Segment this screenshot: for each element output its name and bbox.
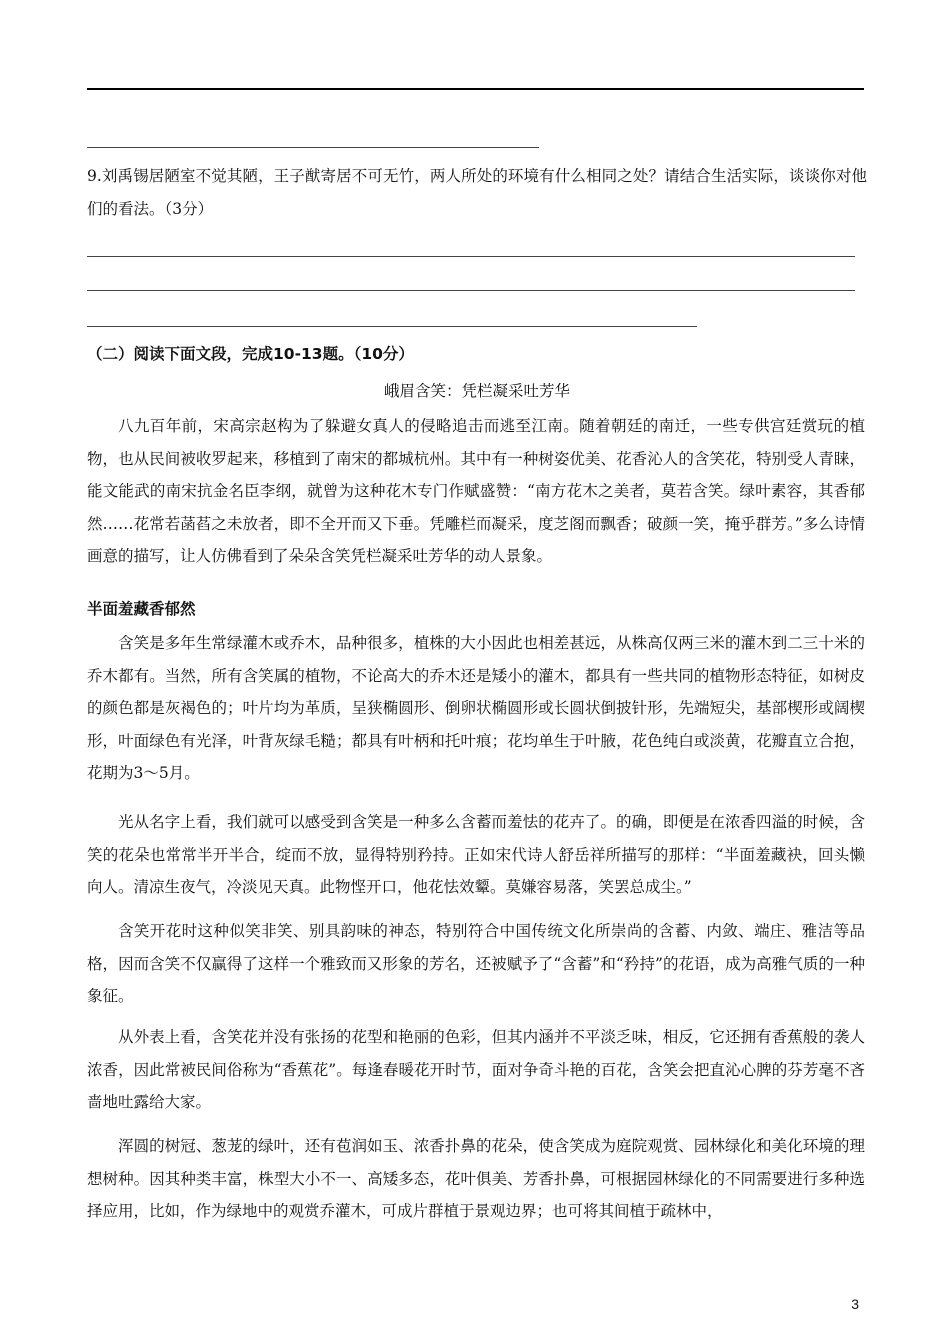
sub-heading: 半面羞藏香郁然 — [87, 600, 196, 618]
answer-line[interactable] — [87, 326, 697, 327]
page-number: 3 — [851, 1296, 859, 1312]
header-rule — [87, 88, 864, 90]
answer-line[interactable] — [87, 256, 855, 257]
answer-line[interactable] — [87, 290, 855, 291]
paragraph: 含笑是多年生常绿灌木或乔木，品种很多，植株的大小因此也相差甚远，从株高仅两三米的灌木到二三十米的乔木都有。当然，所有含笑属的植物，不论高大的乔木还是矮小的灌木，都具有一些共同的植物形态特征，如树皮的颜色都是灰褐色的；叶片均为革质，呈狭椭圆形、倒卵状椭圆形或长圆状倒披针形，先端短尖，基部楔形或阔楔形，叶面绿色有光泽，叶背灰绿毛糙；都具有叶柄和托叶痕；花均单生于叶腋，花色纯白或淡黄，花瓣直立合抱，花期为3～5月。 — [87, 634, 865, 783]
article-title: 峨眉含笑：凭栏凝采吐芳华 — [383, 382, 570, 400]
paragraph: 浑圆的树冠、葱茏的绿叶，还有苞润如玉、浓香扑鼻的花朵，使含笑成为庭院观赏、园林绿化和美化环境的理想树种。因其种类丰富，株型大小不一、高矮多态，花叶俱美、芳香扑鼻，可根据园林绿化的不同需要进行多种选择应用，比如，作为绿地中的观赏乔灌木，可成片群植于景观边界；也可将其间植于疏林中， — [87, 1137, 865, 1221]
intro-paragraph: 八九百年前，宋高宗赵构为了躲避女真人的侵略追击而逃至江南。随着朝廷的南迁，一些专供宫廷赏玩的植物，也从民间被收罗起来，移植到了南宋的都城杭州。其中有一种树姿优美、花香沁人的含笑花，特别受人青睐，能文能武的南宋抗金名臣李纲，就曾为这种花木专门作赋盛赞：“南方花木之美者，莫若含笑。绿叶素容，其香郁然……花常若菡萏之未放者，即不全开而又下垂。凭雕栏而凝采，度芝阁而飘香；破颜一笑，掩乎群芳。”多么诗情画意的描写，让人仿佛看到了朵朵含笑凭栏凝采吐芳华的动人景象。 — [87, 417, 865, 566]
paragraph: 光从名字上看，我们就可以感受到含笑是一种多么含蓄而羞怯的花卉了。的确，即便是在浓香四溢的时候，含笑的花朵也常常半开半合，绽而不放，显得特别矜持。正如宋代诗人舒岳祥所描写的那样：“半面羞藏袂，回头懒向人。清凉生夜气，冷淡见天真。此物悭开口，他花怯效颦。莫嫌容易落，笑罢总成尘。” — [87, 813, 865, 897]
section-heading: （二）阅读下面文段，完成10-13题。（10分） — [87, 345, 414, 363]
answer-line[interactable] — [87, 147, 539, 148]
paragraph: 从外表上看，含笑花并没有张扬的花型和艳丽的色彩，但其内涵并不平淡乏味，相反，它还拥有香蕉般的袭人浓香，因此常被民间俗称为“香蕉花”。每逢春暖花开时节，面对争奇斗艳的百花，含笑会把直沁心脾的芬芳毫不吝啬地吐露给大家。 — [87, 1028, 865, 1112]
paragraph: 含笑开花时这种似笑非笑、别具韵味的神态，特别符合中国传统文化所崇尚的含蓄、内敛、端庄、雅洁等品格，因而含笑不仅赢得了这样一个雅致而又形象的芳名，还被赋予了“含蓄”和“矜持”的花语，成为高雅气质的一种象征。 — [87, 922, 865, 1006]
question-9: 9.刘禹锡居陋室不觉其陋，王子猷寄居不可无竹，两人所处的环境有什么相同之处？请结合生活实际，谈谈你对他们的看法。（3分） — [87, 167, 867, 218]
